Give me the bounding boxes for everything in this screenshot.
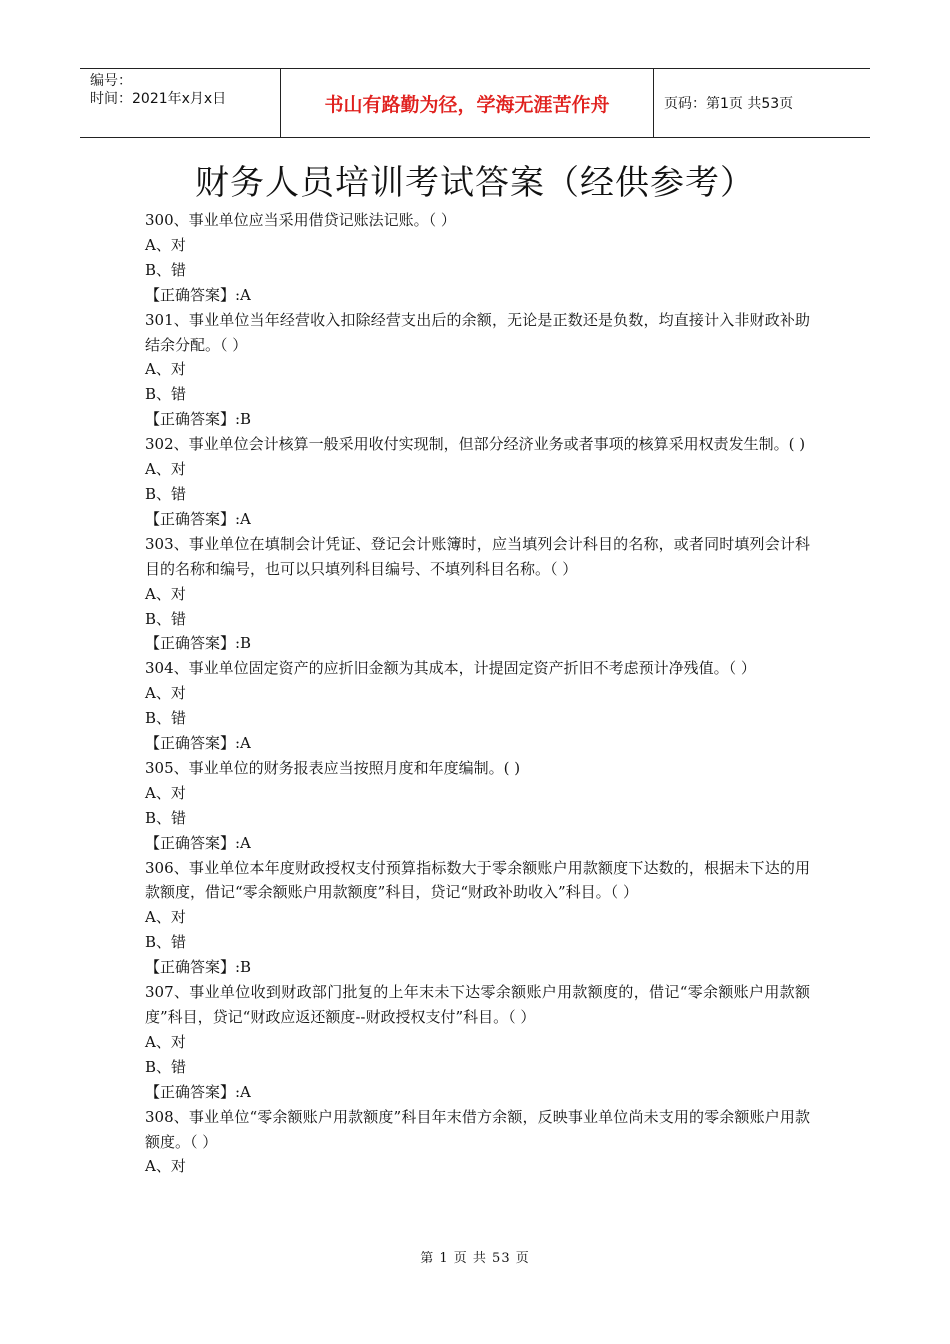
- header-meta: [80, 69, 281, 137]
- question-stem: 305、事业单位的财务报表应当按照月度和年度编制。( ): [145, 758, 521, 777]
- correct-answer: 【正确答案】:A: [145, 833, 251, 852]
- option-b: B、错: [145, 385, 187, 404]
- header-motto: 书山有路勤为径，学海无涯苦作舟: [281, 69, 654, 137]
- question-stem: 306、事业单位本年度财政授权支付预算指标数大于零余额账户用款额度下达数的，根据未下达的用款额度，借记“零余额账户用款额度”科目，贷记“财政补助收入”科目。（ ）: [145, 858, 810, 902]
- option-a: A、对: [145, 235, 186, 254]
- option-a: A、对: [145, 1032, 186, 1051]
- option-b: B、错: [145, 709, 187, 728]
- question-stem: 300、事业单位应当采用借贷记账法记账。（ ）: [145, 211, 456, 229]
- question-stem: 303、事业单位在填制会计凭证、登记会计账簿时，应当填列会计科目的名称，或者同时填列会计科目的名称和编号，也可以只填列科目编号、不填列科目名称。（ ）: [145, 534, 810, 578]
- question-307: [145, 980, 810, 1105]
- page-title: 财务人员培训考试答案（经供参考）: [195, 163, 755, 203]
- document-header: [80, 68, 870, 138]
- question-304: [145, 656, 810, 756]
- header-page-info: 页码：第1页 共53页: [664, 96, 794, 112]
- option-a: A、对: [145, 783, 186, 802]
- question-306: [145, 856, 810, 981]
- option-a: A、对: [145, 460, 186, 479]
- correct-answer: 【正确答案】:A: [145, 1082, 251, 1101]
- option-b: B、错: [145, 933, 187, 952]
- option-a: A、对: [145, 684, 186, 703]
- option-b: B、错: [145, 260, 187, 279]
- question-stem: 304、事业单位固定资产的应折旧金额为其成本，计提固定资产折旧不考虑预计净残值。（ ）: [145, 659, 756, 678]
- question-305: [145, 756, 810, 856]
- date-label: 时间：2021年x月x日: [90, 91, 227, 107]
- option-a: A、对: [145, 584, 186, 603]
- question-301: [145, 308, 810, 433]
- option-b: B、错: [145, 1057, 187, 1076]
- correct-answer: 【正确答案】:B: [145, 634, 252, 653]
- question-list: [145, 208, 810, 1179]
- question-stem: 302、事业单位会计核算一般采用收付实现制，但部分经济业务或者事项的核算采用权责发生制。( ): [145, 435, 806, 454]
- correct-answer: 【正确答案】:A: [145, 734, 251, 753]
- correct-answer: 【正确答案】:B: [145, 958, 252, 977]
- option-b: B、错: [145, 484, 187, 503]
- question-302: [145, 432, 810, 532]
- page-footer: 第 1 页 共 53 页: [420, 1251, 530, 1266]
- correct-answer: 【正确答案】:A: [145, 509, 251, 528]
- option-b: B、错: [145, 808, 187, 827]
- option-b: B、错: [145, 609, 187, 628]
- question-300: [145, 208, 810, 308]
- correct-answer: 【正确答案】:B: [145, 410, 252, 429]
- option-a: A、对: [145, 360, 186, 379]
- question-308: [145, 1105, 810, 1180]
- number-label: 编号：: [90, 73, 132, 89]
- option-a: A、对: [145, 1157, 186, 1176]
- option-a: A、对: [145, 908, 186, 927]
- question-stem: 308、事业单位“零余额账户用款额度”科目年末借方余额，反映事业单位尚未支用的零余额账户用款额度。（ ）: [145, 1107, 810, 1151]
- question-303: [145, 532, 810, 657]
- question-stem: 301、事业单位当年经营收入扣除经营支出后的余额，无论是正数还是负数，均直接计入非财政补助结余分配。（ ）: [145, 310, 810, 354]
- question-stem: 307、事业单位收到财政部门批复的上年末未下达零余额账户用款额度的，借记“零余额账户用款额度”科目，贷记“财政应返还额度--财政授权支付”科目。（ ）: [145, 983, 810, 1026]
- correct-answer: 【正确答案】:A: [145, 285, 251, 304]
